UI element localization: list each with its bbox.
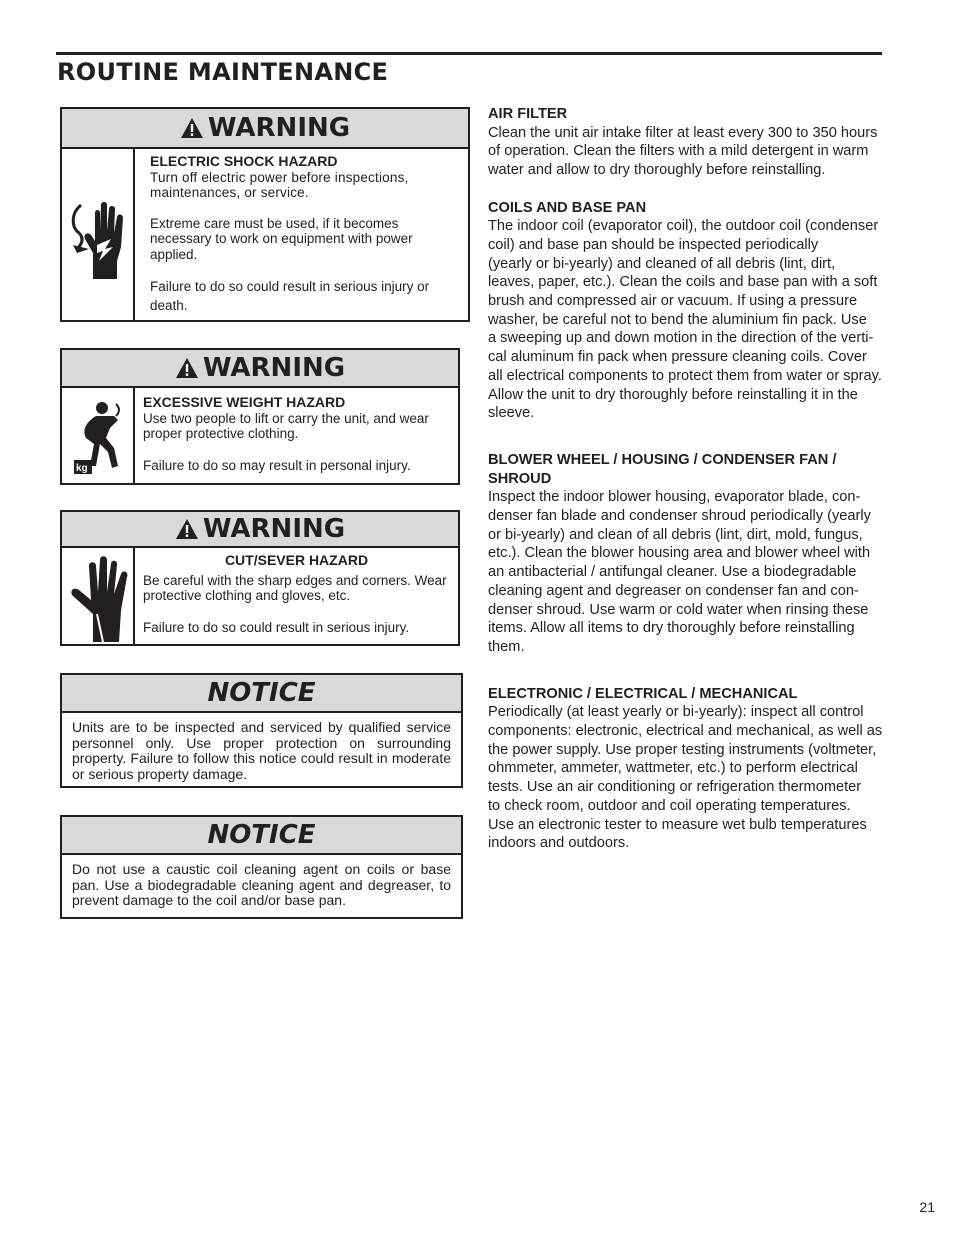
body-line: brush and compressed air or vacuum. If using a pressure [488, 293, 858, 310]
notice-box-qualified-service [60, 673, 463, 788]
body-line: denser fan blade and condenser shroud periodically (yearly [488, 508, 871, 525]
heavy-lifting-icon [62, 388, 135, 485]
body-line: Inspect the indoor blower housing, evaporator blade, con- [488, 489, 861, 506]
body-line: or bi-yearly) and clean of all debris (lint, dirt, mold, fungus, [488, 526, 863, 543]
warning-header-label: WARNING [202, 353, 346, 383]
body-line: Use an electronic tester to measure wet bulb temperatures [488, 816, 867, 833]
warning-triangle-icon [175, 357, 199, 379]
body-line: components: electronic, electrical and mechanical, as well as [488, 723, 883, 740]
body-line: tests. Use an air conditioning or refrigeration thermometer [488, 779, 862, 796]
notice-header: NOTICE [62, 817, 461, 855]
electric-shock-hand-icon [62, 149, 135, 322]
warning-header-label: WARNING [207, 113, 351, 143]
warning-box-cut-sever [60, 510, 460, 646]
body-line: Allow the unit to dry thoroughly before reinstalling it in the [488, 386, 858, 403]
body-line: Clean the unit air intake filter at least every 300 to 350 hours [488, 124, 878, 141]
notice-text: Do not use a caustic coil cleaning agent on coils or base pan. Use a biodegradable cleaning agent and degreaser, to prevent damage to the coil and/or base pan. [72, 861, 451, 908]
hazard-text: Use two people to lift or carry the unit, and wear proper protective clothing. [143, 410, 429, 441]
hazard-text: Be careful with the sharp edges and corners. Wear protective clothing and gloves, etc. [143, 572, 447, 603]
warning-header [62, 512, 458, 548]
hazard-title: CUT/SEVER HAZARD [224, 552, 369, 568]
maintenance-instructions [488, 105, 913, 872]
top-rule [56, 52, 882, 55]
body-line: denser shroud. Use warm or cold water when rinsing these [488, 601, 869, 618]
body-line: cleaning agent and degreaser on condenser fan and con- [488, 582, 859, 599]
warning-header [62, 350, 458, 388]
body-line: etc.). Clean the blower housing area and blower wheel with [488, 545, 871, 562]
section-heading: ELECTRONIC / ELECTRICAL / MECHANICAL [488, 685, 798, 702]
warning-triangle-icon [175, 518, 199, 540]
section-heading: BLOWER WHEEL / HOUSING / CONDENSER FAN / SHROUD [488, 451, 837, 487]
notice-box-coil-cleaning-agent [60, 815, 463, 919]
body-line: sleeve. [488, 405, 535, 422]
warning-box-excessive-weight [60, 348, 460, 485]
warning-triangle-icon [180, 117, 204, 139]
cut-hand-icon [62, 548, 135, 646]
body-line: leaves, paper, etc.). Clean the coils and base pan with a soft [488, 274, 878, 291]
body-line: an antibacterial / antifungal cleaner. Use a biodegradable [488, 564, 857, 581]
page-title: ROUTINE MAINTENANCE [57, 58, 389, 86]
hazard-text: Failure to do so could result in serious injury. [143, 619, 410, 635]
body-line: items. Allow all items to dry thoroughly before reinstalling [488, 620, 855, 637]
section-blower-wheel [488, 451, 913, 657]
section-electronic-electrical-mechanical [488, 685, 913, 853]
hazard-text: Extreme care must be used, if it becomes necessary to work on equipment with power applied. [150, 215, 413, 262]
section-coils-and-base-pan [488, 199, 913, 423]
weight-label: kg [75, 462, 88, 474]
notice-header: NOTICE [62, 675, 461, 713]
page-number: 21 [919, 1199, 935, 1215]
hazard-text: Turn off electric power before inspections, maintenances, or service. [150, 169, 409, 200]
body-line: ohmmeter, ammeter, wattmeter, etc.) to perform electrical [488, 760, 858, 777]
body-line: water and allow to dry thoroughly before reinstalling. [488, 162, 826, 179]
body-line: of operation. Clean the filters with a mild detergent in warm [488, 143, 869, 160]
body-line: to check room, outdoor and coil operating temperatures. [488, 797, 851, 814]
warning-box-electric-shock [60, 107, 470, 322]
hazard-title: EXCESSIVE WEIGHT HAZARD [143, 394, 346, 410]
section-heading: AIR FILTER [488, 106, 568, 122]
body-line: coil) and base pan should be inspected periodically [488, 236, 819, 253]
section-heading: COILS AND BASE PAN [488, 199, 647, 216]
section-air-filter [488, 105, 913, 180]
hazard-text: Failure to do so may result in personal injury. [143, 457, 411, 473]
body-line: The indoor coil (evaporator coil), the outdoor coil (condenser [488, 218, 879, 235]
body-line: (yearly or bi-yearly) and cleaned of all debris (lint, dirt, [488, 255, 836, 272]
body-line: all electrical components to protect them from water or spray. [488, 367, 882, 384]
hazard-text: Failure to do so could result in serious injury or death. [150, 279, 430, 313]
body-line: indoors and outdoors. [488, 835, 630, 852]
warning-header [62, 109, 468, 149]
body-line: Periodically (at least yearly or bi-yearly): inspect all control [488, 704, 864, 721]
warning-header-label: WARNING [202, 514, 346, 544]
body-line: a sweeping up and down motion in the direction of the verti- [488, 330, 874, 347]
body-line: washer, be careful not to bend the aluminium fin pack. Use [488, 311, 867, 328]
notice-text: Units are to be inspected and serviced by qualified service personnel only. Use proper protection on surrounding property. Failure to follow this notice could result in moderate or serious property damage. [72, 719, 451, 782]
hazard-title: ELECTRIC SHOCK HAZARD [150, 153, 338, 169]
body-line: the power supply. Use proper testing instruments (voltmeter, [488, 741, 877, 758]
body-line: them. [488, 638, 525, 655]
body-line: cal aluminum fin pack when pressure cleaning coils. Cover [488, 349, 867, 366]
